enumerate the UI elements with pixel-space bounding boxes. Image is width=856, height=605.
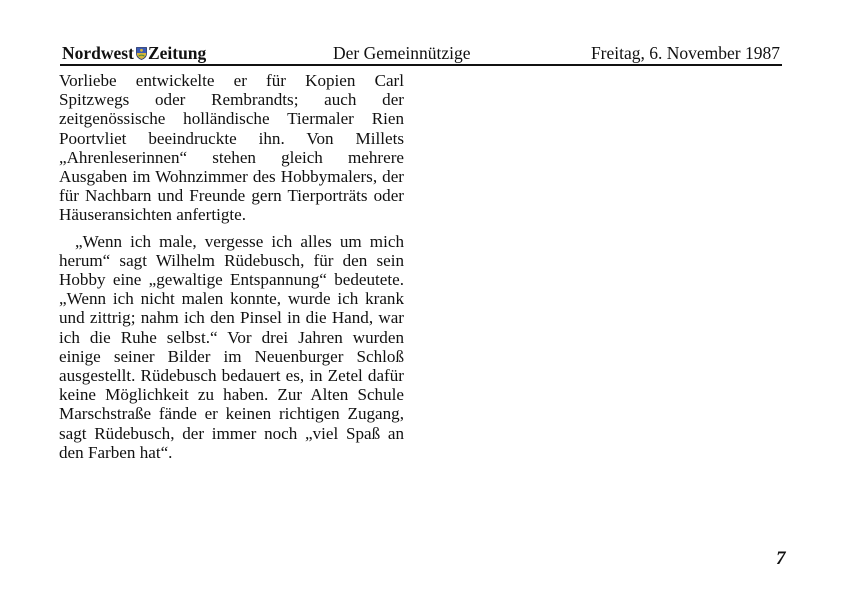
supplement-title: Der Gemeinnützige	[333, 43, 471, 63]
newspaper-header	[60, 42, 782, 66]
masthead-name-left: Nordwest	[62, 43, 134, 63]
article-paragraph: „Wenn ich male, vergesse ich alles um mich herum“ sagt Wilhelm Rüdebusch, für den sein Hobby eine „gewaltige Entspannung“ bedeutete. „Wenn ich nicht malen konnte, wurde ich krank und zittrig; nahm ich den Pinsel in die Hand, war ich die Ruhe selbst.“ Vor drei Jahren wurden einige seiner Bilder im Neuenburger Schloß ausgestellt. Rüdebusch bedauert es, in Zetel dafür keine Möglichkeit zu haben. Zur Alten Schule Marschstraße fände er keinen richtigen Zugang, sagt Rüdebusch, der immer noch „viel Spaß an den Farben hat“.	[59, 231, 404, 462]
issue-date: Freitag, 6. November 1987	[590, 43, 780, 63]
newspaper-masthead	[62, 42, 206, 64]
coat-of-arms-icon	[136, 43, 147, 56]
article-column	[59, 71, 404, 462]
article-paragraph: Vorliebe entwickelte er für Kopien Carl Spitzwegs oder Rembrandts; auch der zeitgenössische holländische Tiermaler Rien Poortvliet beeindruckte ihn. Von Millets „Ahrenleserinnen“ stehen gleich mehrere Ausgaben im Wohnzimmer des Hobbymalers, der für Nachbarn und Freunde gern Tierporträts oder Häuseransichten anfertigte.	[59, 71, 404, 225]
masthead-name-right: Zeitung	[147, 43, 207, 63]
page-number: 7	[776, 548, 786, 569]
